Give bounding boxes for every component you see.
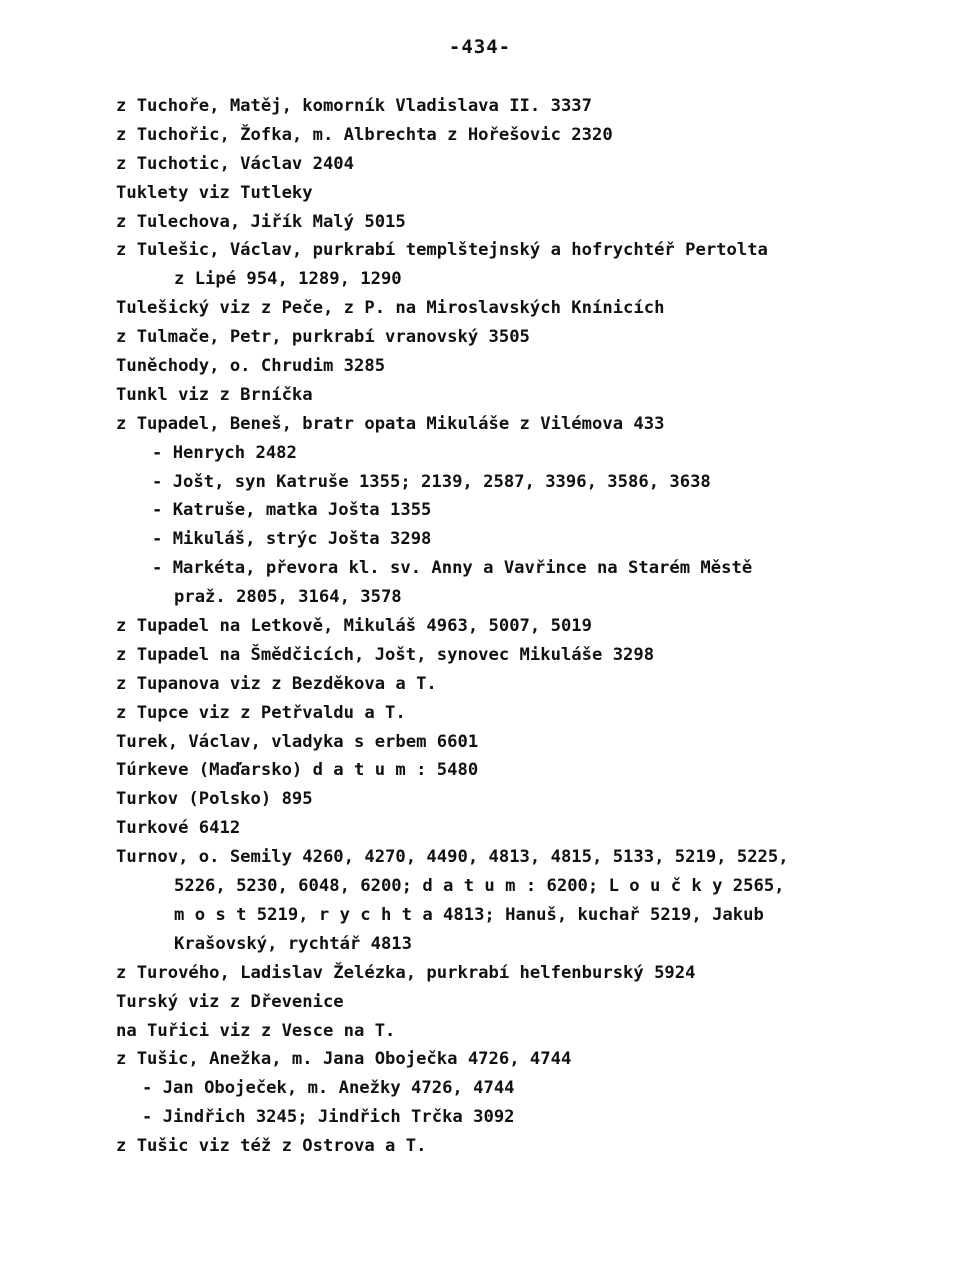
index-entry: z Tupanova viz z Bezděkova a T. [116, 673, 437, 694]
index-subentry: - Jan Oboječek, m. Anežky 4726, 4744 [142, 1078, 515, 1099]
index-subentry: - Markéta, převora kl. sv. Anny a Vavřince na Starém Městě [152, 558, 753, 579]
index-entry: z Tupce viz z Petřvaldu a T. [116, 702, 406, 723]
index-entry: Tuklety viz Tutleky [116, 182, 313, 203]
index-subentry: - Henrych 2482 [152, 442, 297, 463]
index-subentry: - Katruše, matka Jošta 1355 [152, 500, 432, 521]
index-entry: Turkov (Polsko) 895 [116, 789, 313, 810]
index-entry: z Tuchotic, Václav 2404 [116, 153, 354, 174]
index-entry: z Tuchoře, Matěj, komorník Vladislava II. 3337 [116, 96, 592, 116]
index-entry: Turkové 6412 [116, 818, 241, 839]
index-entry: Turnov, o. Semily 4260, 4270, 4490, 4813, 4815, 5133, 5219, 5225, [116, 847, 789, 868]
index-subentry: - Jošt, syn Katruše 1355; 2139, 2587, 3396, 3586, 3638 [152, 471, 711, 492]
index-entry-continuation: praž. 2805, 3164, 3578 [174, 587, 402, 608]
index-entry-continuation: z Lipé 954, 1289, 1290 [174, 269, 402, 290]
index-entry: Tuněchody, o. Chrudim 3285 [116, 356, 386, 377]
index-subentry: - Mikuláš, strýc Jošta 3298 [152, 529, 432, 550]
index-entry: z Tušic, Anežka, m. Jana Oboječka 4726, 4744 [116, 1049, 572, 1070]
index-entry: Tulešický viz z Peče, z P. na Miroslavských Knínicích [116, 298, 665, 319]
index-entry: z Tušic viz též z Ostrova a T. [116, 1136, 427, 1157]
index-entry: Tunkl viz z Brníčka [116, 384, 313, 405]
index-entry: Turek, Václav, vladyka s erbem 6601 [116, 731, 479, 752]
index-entry: z Tulmače, Petr, purkrabí vranovský 3505 [116, 327, 530, 348]
index-entry: z Tupadel na Šmědčicích, Jošt, synovec Mikuláše 3298 [116, 644, 655, 665]
index-entry: z Tulešic, Václav, purkrabí templštejnský a hofrychtéř Pertolta [116, 240, 768, 261]
index-entry: z Tuchořic, Žofka, m. Albrechta z Hořešovic 2320 [116, 124, 613, 145]
index-entry: Turský viz z Dřevenice [116, 991, 344, 1012]
index-subentry: - Jindřich 3245; Jindřich Trčka 3092 [142, 1107, 515, 1128]
index-entry-continuation: Krašovský, rychtář 4813 [174, 933, 412, 954]
index-entry: Túrkeve (Maďarsko) d a t u m : 5480 [116, 760, 479, 781]
index-entry-continuation: m o s t 5219, r y c h t a 4813; Hanuš, kuchař 5219, Jakub [174, 904, 764, 925]
page-number: -434- [448, 36, 512, 58]
index-entry: z Tupadel, Beneš, bratr opata Mikuláše z Vilémova 433 [116, 413, 665, 434]
index-entry: z Tupadel na Letkově, Mikuláš 4963, 5007, 5019 [116, 616, 592, 637]
index-entry: na Tuřici viz z Vesce na T. [116, 1020, 396, 1041]
index-entry: z Tulechova, Jiřík Malý 5015 [116, 211, 406, 232]
index-entry: z Turového, Ladislav Želézka, purkrabí helfenburský 5924 [116, 962, 696, 983]
index-entry-continuation: 5226, 5230, 6048, 6200; d a t u m : 6200; L o u č k y 2565, [174, 876, 785, 897]
index-entries [116, 92, 916, 1161]
